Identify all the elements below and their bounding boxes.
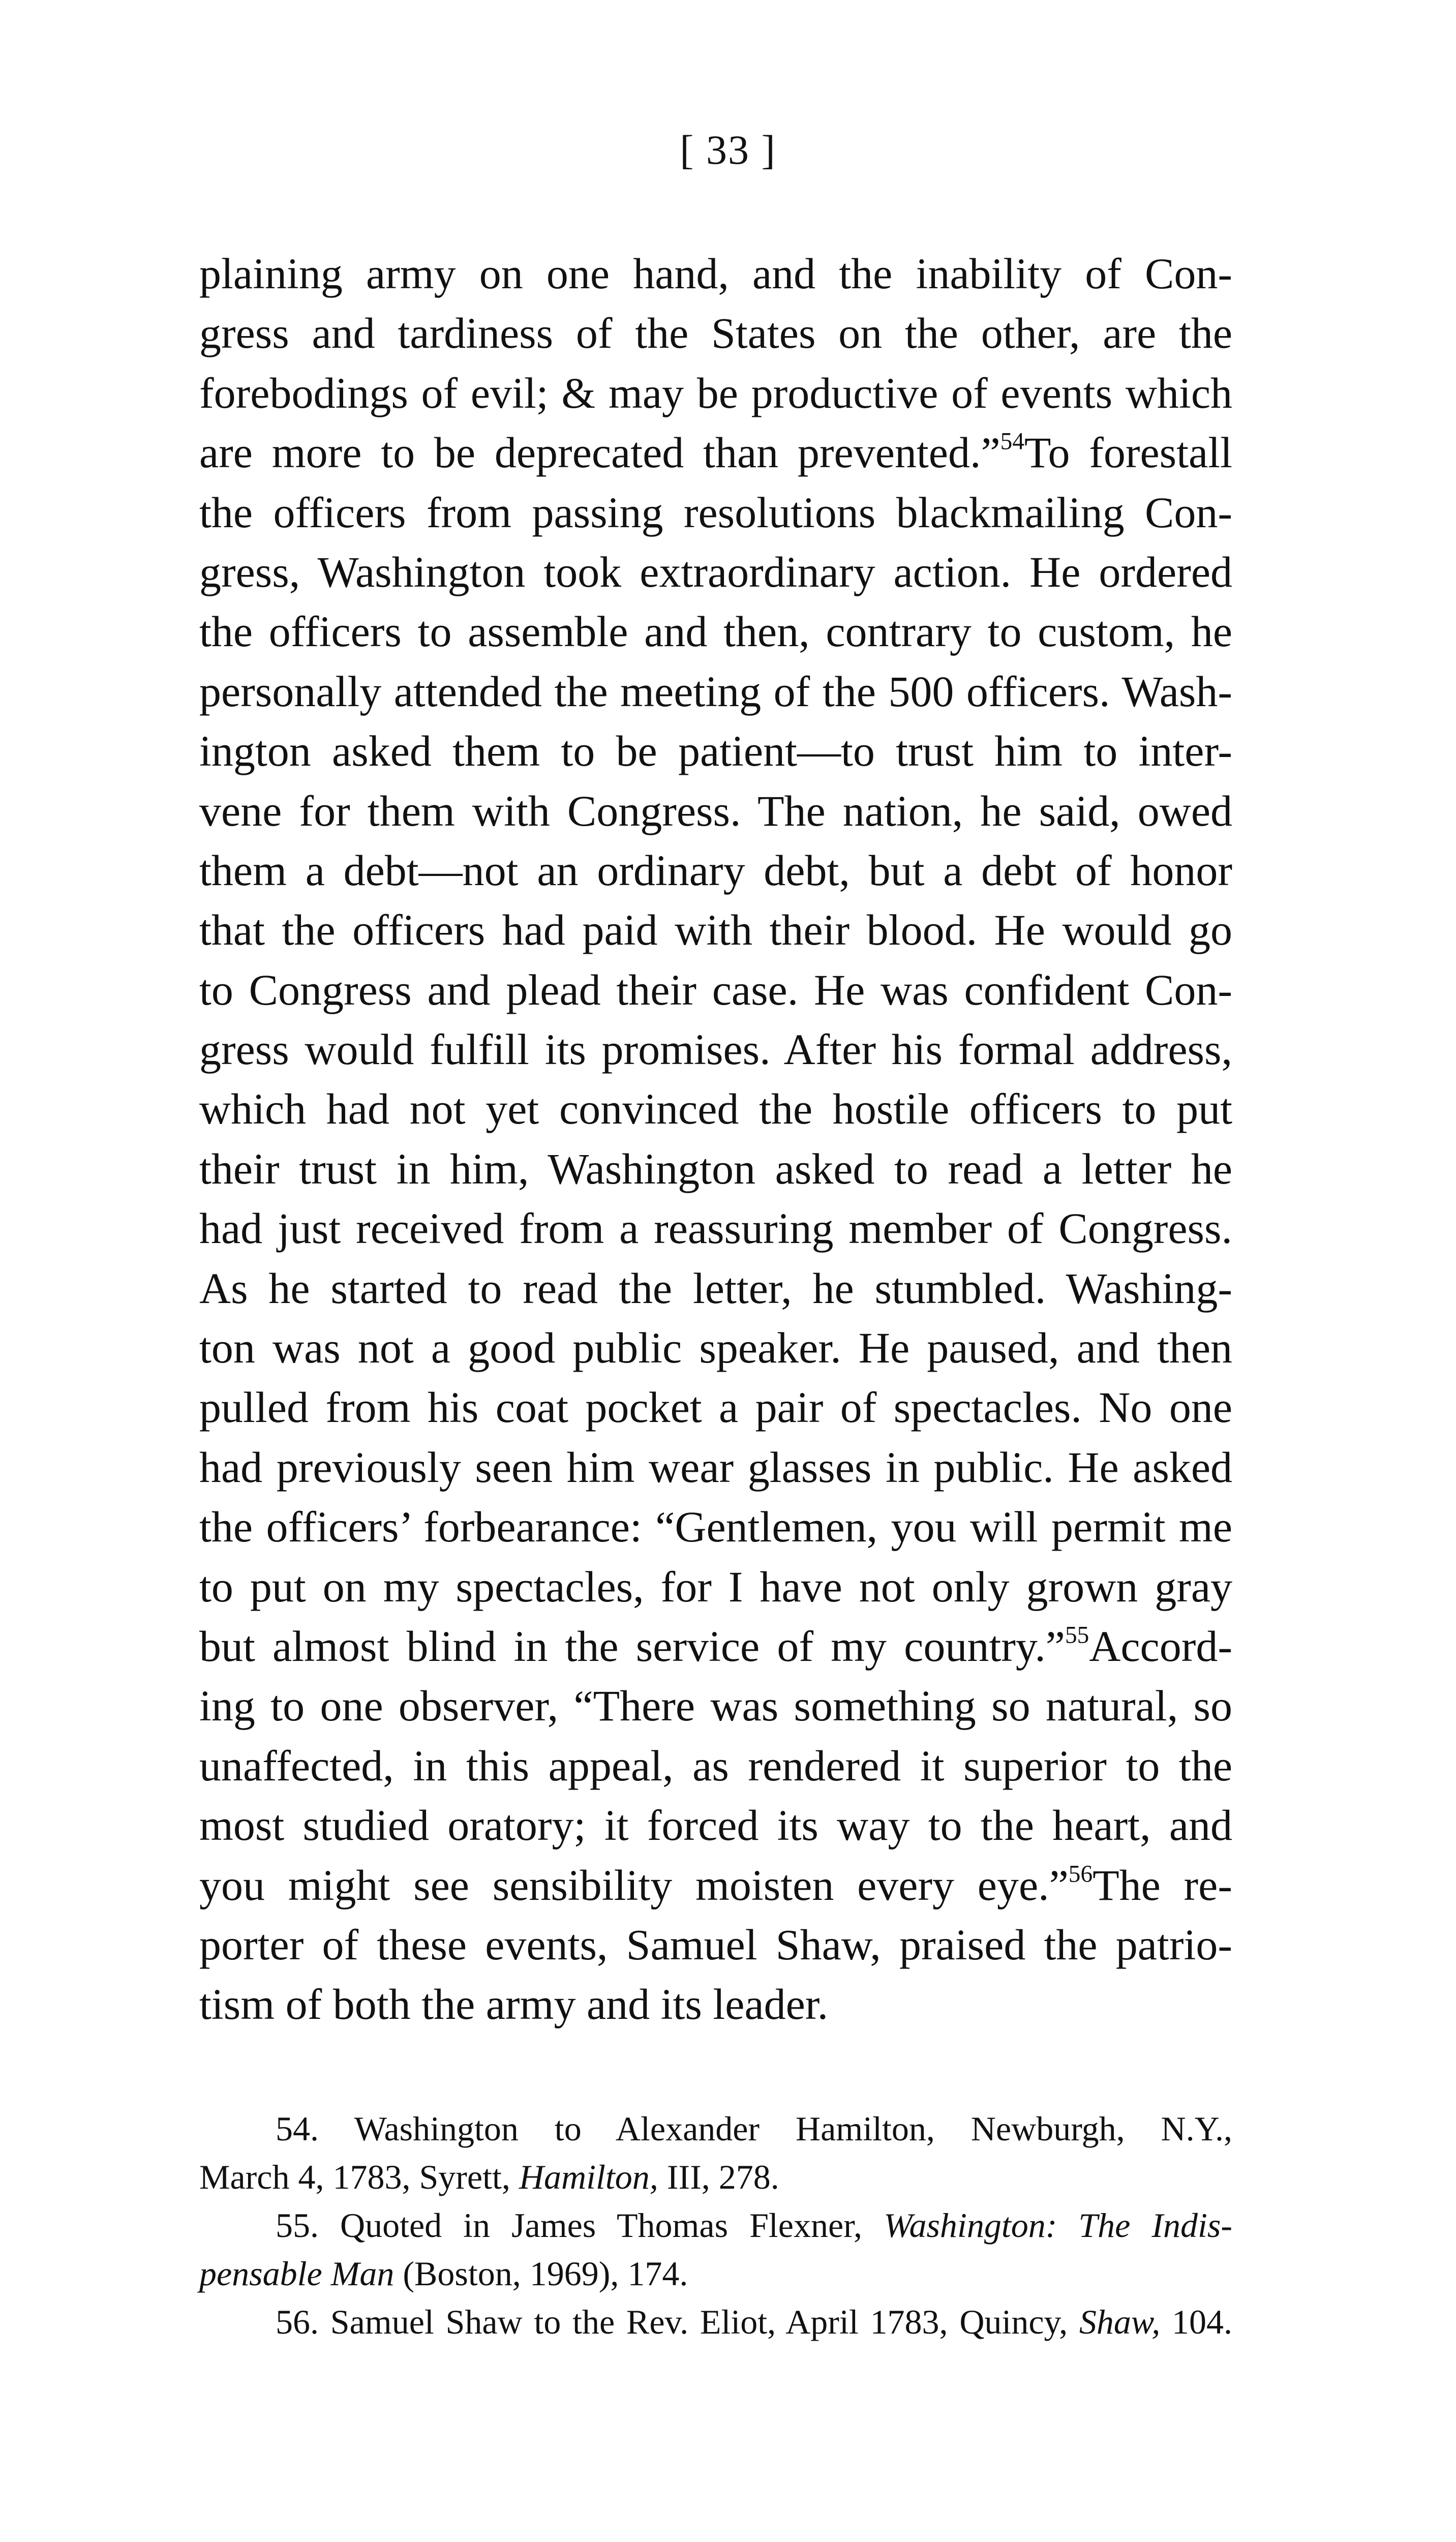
text-line: to put on my spectacles, for I have not only grown gray (199, 1562, 1232, 1611)
italic-title: Hamilton, (519, 2158, 658, 2196)
text-line: the officers’ forbearance: “Gentlemen, you will permit me (199, 1502, 1232, 1552)
footnote-54-line: 54. Washington to Alexander Hamilton, Newburgh, N.Y., (276, 2109, 1232, 2148)
text-segment: To forestall (1024, 428, 1233, 477)
text-segment: but almost blind in the service of my country.” (199, 1621, 1065, 1671)
text-line: gress, Washington took extraordinary action. He ordered (199, 547, 1232, 596)
text-line: the officers from passing resolutions blackmailing Con- (199, 488, 1232, 537)
text-line: their trust in him, Washington asked to read a letter he (199, 1144, 1232, 1193)
text-segment: March 4, 1783, Syrett, (199, 2158, 519, 2196)
text-segment: 55. Quoted in James Thomas Flexner, (276, 2206, 884, 2245)
footnote-55-line (199, 2201, 1232, 2250)
text-segment: III, 278. (658, 2158, 779, 2196)
text-line: plaining army on one hand, and the inability of Con- (199, 249, 1232, 298)
italic-title: Shaw, (1079, 2303, 1161, 2341)
footnote-54-line (199, 2153, 1232, 2201)
text-line: most studied oratory; it forced its way to the heart, and (199, 1801, 1232, 1850)
italic-title: pensable Man (199, 2254, 395, 2293)
text-segment: Accord- (1089, 1621, 1232, 1671)
text-segment: 104. (1160, 2303, 1232, 2341)
body-paragraph (199, 244, 1232, 2035)
text-segment: you might see sensibility moisten every eye.” (199, 1860, 1069, 1910)
text-line: personally attended the meeting of the 500 officers. Wash- (199, 667, 1232, 716)
text-line: porter of these events, Samuel Shaw, praised the patrio- (199, 1920, 1232, 1969)
text-segment: (Boston, 1969), 174. (394, 2254, 688, 2293)
footnote-ref-54: 54 (1000, 428, 1024, 455)
italic-title: Washington: The Indis- (884, 2206, 1232, 2245)
text-line: gress and tardiness of the States on the other, are the (199, 309, 1232, 358)
text-line (199, 423, 1232, 482)
text-line: them a debt—not an ordinary debt, but a debt of honor (199, 845, 1232, 895)
text-line: which had not yet convinced the hostile officers to put (199, 1084, 1232, 1134)
footnotes (199, 2105, 1232, 2346)
text-line (199, 1856, 1232, 1915)
text-line: ington asked them to be patient—to trust him to inter- (199, 727, 1232, 776)
footnote-56-line (199, 2298, 1232, 2346)
text-line: to Congress and plead their case. He was confident Con- (199, 965, 1232, 1014)
text-line: forebodings of evil; & may be productive of events which (199, 368, 1232, 417)
text-segment: 56. Samuel Shaw to the Rev. Eliot, April 1783, Quincy, (276, 2303, 1079, 2341)
text-line (199, 1617, 1232, 1676)
text-line: had previously seen him wear glasses in public. He asked (199, 1442, 1232, 1492)
text-segment: are more to be deprecated than prevented.” (199, 428, 1000, 477)
text-line: that the officers had paid with their blood. He would go (199, 905, 1232, 955)
text-segment: The re- (1093, 1860, 1232, 1910)
footnote-ref-56: 56 (1068, 1861, 1093, 1888)
text-line: had just received from a reassuring member of Congress. (199, 1204, 1232, 1253)
text-line: gress would fulfill its promises. After his formal address, (199, 1025, 1232, 1074)
text-line: ton was not a good public speaker. He paused, and then (199, 1323, 1232, 1373)
footnote-ref-55: 55 (1065, 1622, 1089, 1649)
text-line: vene for them with Congress. The nation, he said, owed (199, 786, 1232, 835)
text-line: ing to one observer, “There was something so natural, so (199, 1681, 1232, 1731)
footnote-55-line (199, 2250, 1232, 2298)
text-line: As he started to read the letter, he stumbled. Washing- (199, 1263, 1232, 1313)
page-number: [ 33 ] (680, 127, 776, 173)
text-line: pulled from his coat pocket a pair of spectacles. No one (199, 1383, 1232, 1432)
text-line: unaffected, in this appeal, as rendered it superior to the (199, 1741, 1232, 1790)
text-line: the officers to assemble and then, contrary to custom, he (199, 607, 1232, 656)
text-line: tism of both the army and its leader. (199, 1980, 829, 2029)
